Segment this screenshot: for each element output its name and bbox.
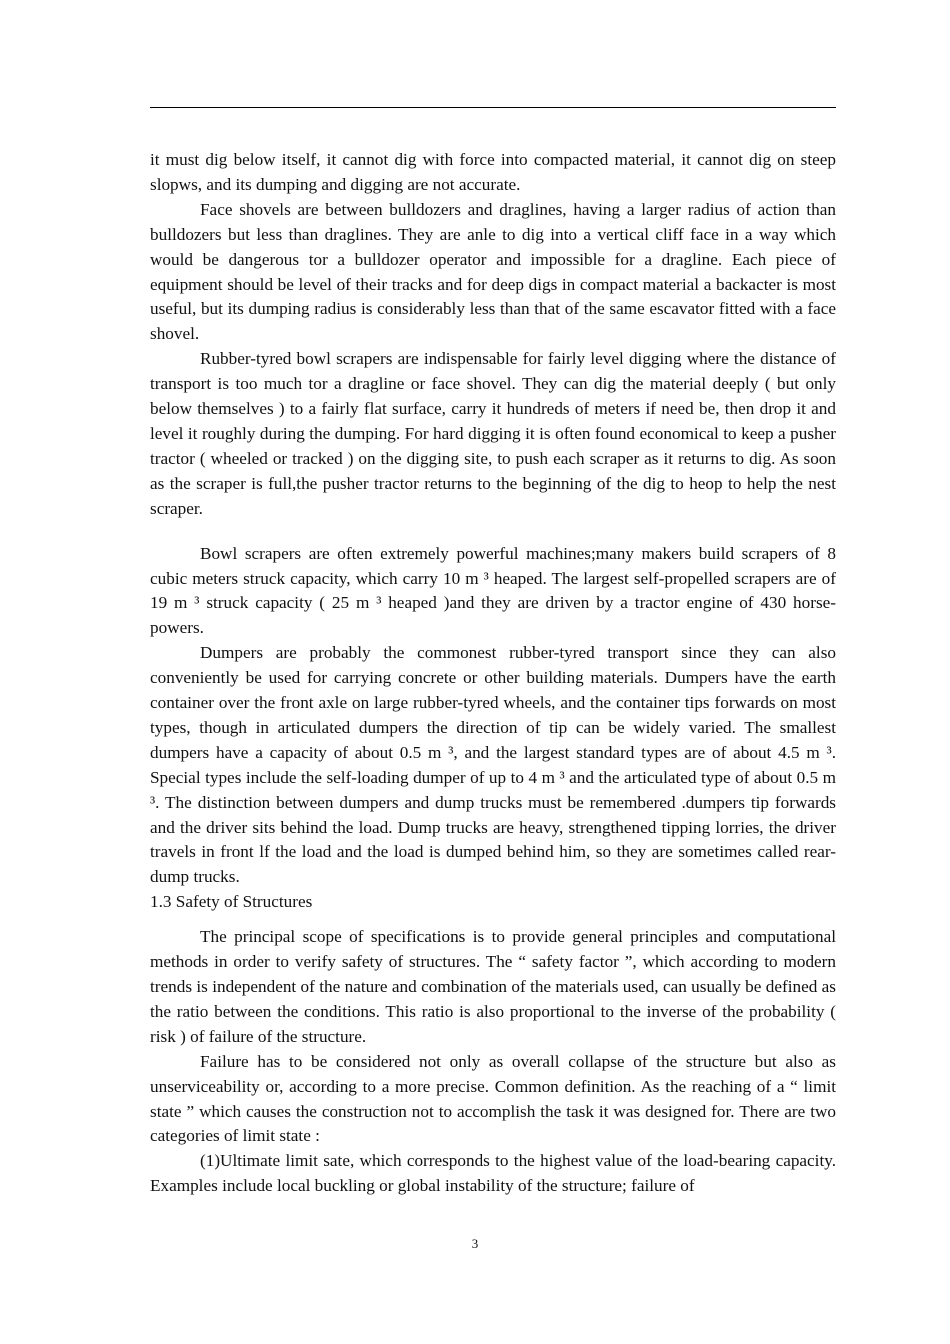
page-body <box>150 148 836 1199</box>
paragraph-failure: Failure has to be considered not only as overall collapse of the structure but also as unserviceability or, according to a more precise. Common definition. As the reaching of a “ limit state ” which causes the construction not to accomplish the task it was designed for. There are two categories of limit state : <box>150 1051 836 1146</box>
page-number: 3 <box>471 1236 479 1251</box>
section-heading: 1.3 Safety of Structures <box>150 892 313 912</box>
paragraph-bowl-scrapers-intro: Rubber-tyred bowl scrapers are indispensable for fairly level digging where the distance of transport is too much tor a dragline or face shovel. They can dig the material deeply ( but only below themselves ) to a fairly flat surface, carry it hundreds of meters if need be, then drop it and level it roughly during the dumping. For hard digging it is often found economical to keep a pusher tractor ( wheeled or tracked ) on the digging site, to push each scraper as it returns to dig. As soon as the scraper is full,the pusher tractor returns to the beginning of the dig to heop to help the nest scraper. <box>150 349 836 518</box>
header-rule <box>150 107 836 108</box>
paragraph-bowl-scrapers-capacity: Bowl scrapers are often extremely powerful machines;many makers build scrapers of 8 cubic meters struck capacity, which carry 10 m ³ heaped. The largest self-propelled scrapers are of 19 m ³ struck capacity ( 25 m ³ heaped )and they are driven by a tractor engine of 430 horse-powers. <box>150 543 836 638</box>
paragraph-dumpers: Dumpers are probably the commonest rubber-tyred transport since they can also conveniently be used for carrying concrete or other building materials. Dumpers have the earth container over the front axle on large rubber-tyred wheels, and the container tips forwards on most types, though in articulated dumpers the direction of tip can be widely varied. The smallest dumpers have a capacity of about 0.5 m ³, and the largest standard types are of about 4.5 m ³. Special types include the self-loading dumper of up to 4 m ³ and the articulated type of about 0.5 m ³. The distinction between dumpers and dump trucks must be remembered .dumpers tip forwards and the driver sits behind the load. Dump trucks are heavy, strengthened tipping lorries, the driver travels in front lf the load and the load is dumped behind him, so they are sometimes called rear-dump trucks. <box>150 643 836 887</box>
paragraph-safety-scope: The principal scope of specifications is to provide general principles and computational methods in order to verify safety of structures. The “ safety factor ”, which according to modern trends is independent of the nature and combination of the materials used, can usually be defined as the ratio between the conditions. This ratio is also proportional to the inverse of the probability ( risk ) of failure of the structure. <box>150 927 836 1046</box>
paragraph-ultimate-limit: (1)Ultimate limit sate, which corresponds to the highest value of the load-bearing capacity. Examples include local buckling or global instability of the structure; failure of <box>150 1151 836 1196</box>
paragraph-face-shovels: Face shovels are between bulldozers and draglines, having a larger radius of action than bulldozers but less than draglines. They are anle to dig into a vertical cliff face in a way which would be dangerous tor a bulldozer operator and impossible for a dragline. Each piece of equipment should be level of their tracks and for deep digs in compact material a backacter is most useful, but its dumping radius is considerably less than that of the same escavator fitted with a face shovel. <box>150 199 836 344</box>
paragraph-continuation: it must dig below itself, it cannot dig with force into compacted material, it cannot dig on steep slopws, and its dumping and digging are not accurate. <box>150 150 836 194</box>
